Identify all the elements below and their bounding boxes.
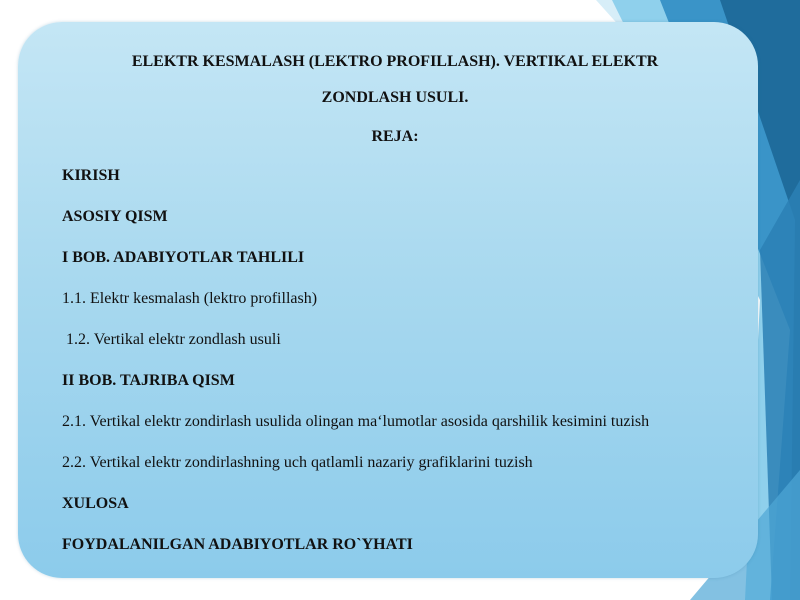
outline-item-chapter-2: II BOB. TAJRIBA QISM (62, 372, 235, 389)
outline-item-2-2: 2.2. Vertikal elektr zondirlashning uch qatlamli nazariy grafiklarini tuzish (62, 454, 533, 471)
outline-item-conclusion: XULOSA (62, 495, 129, 512)
slide-title-line-2: ZONDLASH USULI. (321, 89, 469, 106)
outline-item-introduction: KIRISH (62, 167, 120, 184)
outline-item-chapter-1: I BOB. ADABIYOTLAR TAHLILI (62, 249, 305, 266)
outline-item-1-2: 1.2. Vertikal elektr zondlash usuli (62, 331, 281, 348)
plan-heading: REJA: (371, 128, 419, 145)
slide-title-line-1: ELEKTR KESMALASH (LEKTRO PROFILLASH). VERTIKAL ELEKTR (131, 53, 659, 70)
outline-item-main-part: ASOSIY QISM (62, 208, 168, 225)
outline-item-2-1: 2.1. Vertikal elektr zondirlash usulida olingan ma‘lumotlar asosida qarshilik kesimini tuzish (62, 413, 650, 430)
outline-item-references: FOYDALANILGAN ADABIYOTLAR RO`YHATI (62, 536, 413, 553)
outline-item-1-1: 1.1. Elektr kesmalash (lektro profillash) (62, 290, 318, 307)
